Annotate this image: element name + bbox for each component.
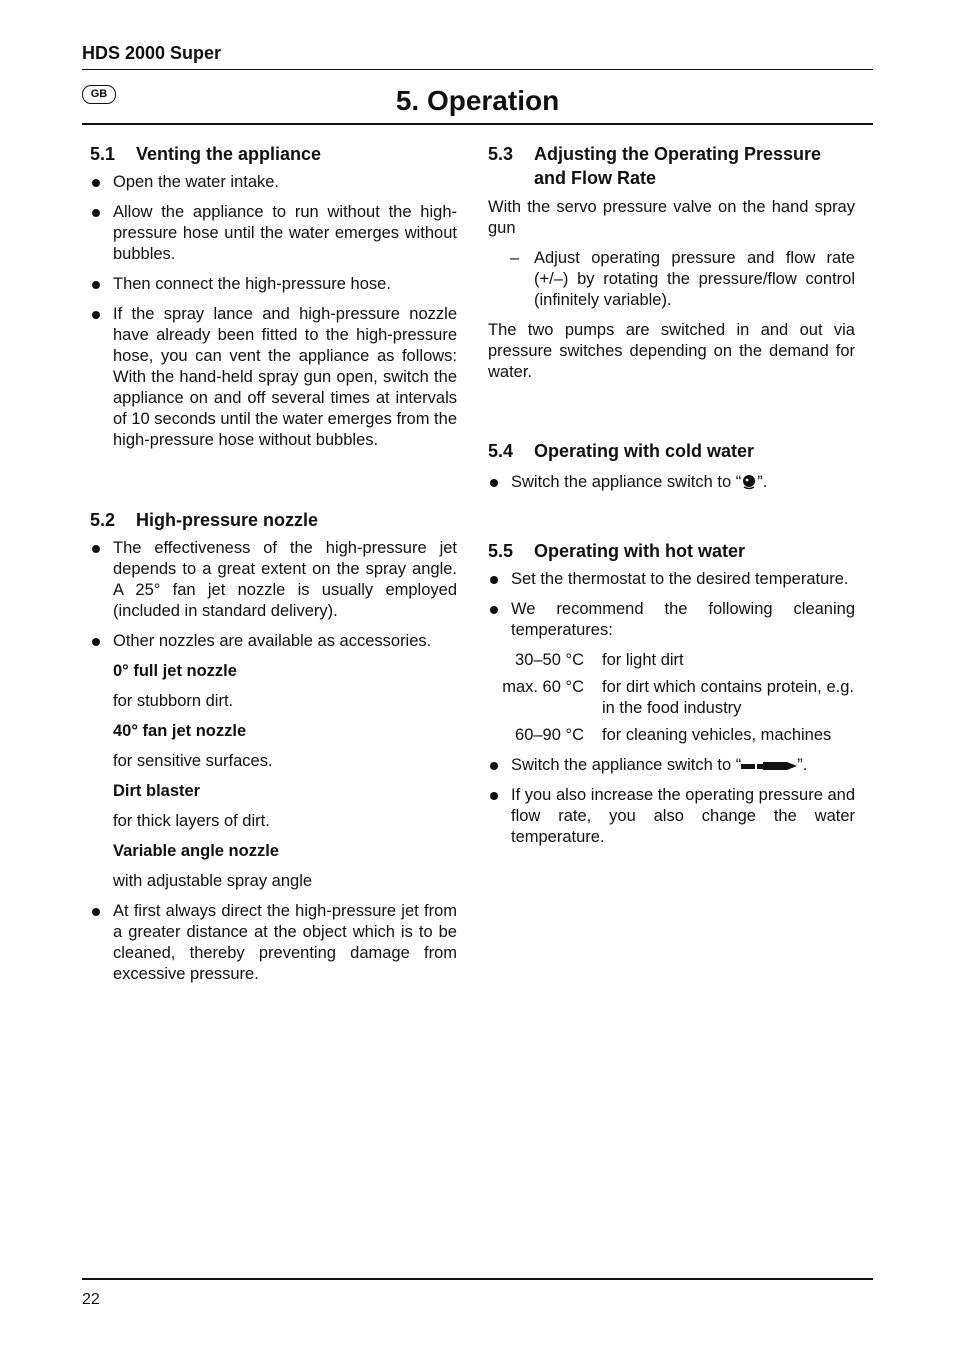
section-5-2-heading <box>82 508 457 532</box>
hot-water-steps-continued <box>488 755 855 848</box>
list-item-text: ”. <box>797 756 808 774</box>
nozzle-desc: for stubborn dirt. <box>113 692 234 710</box>
section-5-4-heading <box>488 439 855 463</box>
temperature-range: 30–50 °C <box>515 651 584 669</box>
paragraph: With the servo pressure valve on the hand spray gun <box>488 198 855 237</box>
left-column <box>82 142 457 985</box>
list-item: If you also increase the operating pressure and flow rate, you also change the water temperature. <box>488 785 855 848</box>
nozzle-name: Variable angle nozzle <box>113 842 279 860</box>
list-item-text: Other nozzles are available as accessories. <box>113 632 432 650</box>
nozzle-desc: for sensitive surfaces. <box>113 752 273 770</box>
list-item: Set the thermostat to the desired temperature. <box>488 569 855 590</box>
temperature-range: max. 60 °C <box>502 678 584 696</box>
title-rule <box>82 123 873 125</box>
list-item: We recommend the following cleaning temperatures: <box>488 599 855 641</box>
dash-item <box>488 248 855 311</box>
list-item <box>82 631 457 892</box>
section-number: 5.4 <box>488 441 514 461</box>
list-item: The effectiveness of the high-pressure jet depends to a great extent on the spray angle. A 25° fan jet nozzle is usually employed (included in standard delivery). <box>82 538 457 622</box>
page-title: 5. Operation <box>395 85 560 116</box>
nozzle-name: 40° fan jet nozzle <box>113 722 247 740</box>
section-5-1-heading <box>82 142 457 166</box>
list-item-text: Switch the appliance switch to “ <box>511 473 742 491</box>
list-item-text: ”. <box>757 473 768 491</box>
table-row <box>496 674 854 722</box>
section-title: High-pressure nozzle <box>136 510 319 530</box>
section-5-3-heading <box>488 142 855 190</box>
list-item: If the spray lance and high-pressure nozzle have already been fitted to the high-pressure hose, you can vent the appliance as follows: With the hand-held spray gun open, switch the appliance on and off several times at intervals of 10 seconds until the water emerges from the high-pressure hose without bubbles. <box>82 304 457 451</box>
list-item-text: Switch the appliance switch to “ <box>511 756 742 774</box>
page-number: 22 <box>82 1291 100 1308</box>
nozzle-list <box>82 538 457 985</box>
section-number: 5.5 <box>488 541 514 561</box>
nozzle-desc: for thick layers of dirt. <box>113 812 270 830</box>
dash-item-text: Adjust operating pressure and flow rate (+/–) by rotating the pressure/flow control (infinitely variable). <box>534 249 855 309</box>
list-item: Open the water intake. <box>82 172 457 193</box>
temperature-range: 60–90 °C <box>515 726 584 744</box>
cold-water-steps <box>488 472 855 493</box>
cold-water-icon <box>741 474 757 490</box>
temperature-use: for cleaning vehicles, machines <box>602 726 832 744</box>
section-5-5-heading <box>488 539 855 563</box>
temperature-table <box>496 647 854 749</box>
hot-water-icon <box>741 757 797 771</box>
section-title: Venting the appliance <box>136 144 322 164</box>
section-number: 5.3 <box>488 144 514 164</box>
list-item: Allow the appliance to run without the high-pressure hose until the water emerges without bubbles. <box>82 202 457 265</box>
footer-rule <box>82 1278 873 1280</box>
list-item <box>488 755 855 776</box>
table-row <box>496 722 854 749</box>
nozzle-name: 0° full jet nozzle <box>113 662 237 680</box>
list-item: Then connect the high-pressure hose. <box>82 274 457 295</box>
nozzle-name: Dirt blaster <box>113 782 201 800</box>
section-title: Adjusting the Operating Pressure and Flow Rate <box>534 144 822 188</box>
header-rule <box>82 69 873 70</box>
dash-mark: – <box>510 249 520 267</box>
table-row <box>496 647 854 674</box>
list-item <box>488 472 855 493</box>
language-badge: GB <box>82 85 116 104</box>
section-title: Operating with cold water <box>534 441 755 461</box>
hot-water-steps <box>488 569 855 641</box>
section-number: 5.2 <box>90 510 116 530</box>
section-title: Operating with hot water <box>534 541 746 561</box>
model-name: HDS 2000 Super <box>82 43 222 63</box>
temperature-use: for light dirt <box>602 651 684 669</box>
section-number: 5.1 <box>90 144 116 164</box>
right-column <box>488 142 855 848</box>
paragraph: The two pumps are switched in and out via pressure switches depending on the demand for water. <box>488 321 855 381</box>
temperature-use: for dirt which contains protein, e.g. in the food industry <box>602 678 854 717</box>
list-item: At first always direct the high-pressure jet from a greater distance at the object which is to be cleaned, thereby preventing damage from excessive pressure. <box>82 901 457 985</box>
venting-steps <box>82 172 457 451</box>
nozzle-desc: with adjustable spray angle <box>113 872 313 890</box>
